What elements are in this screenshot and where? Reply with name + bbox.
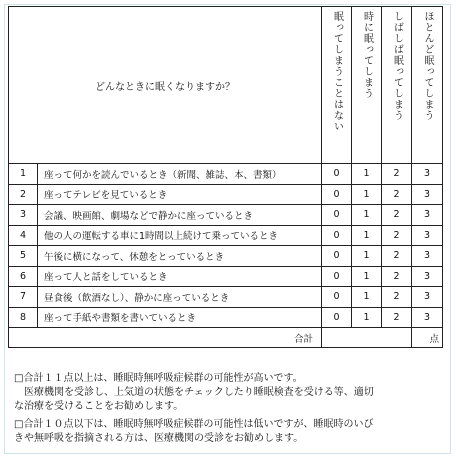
row-question: 座って人と話をしているとき <box>38 266 322 287</box>
note-line: □合計１０点以下は、睡眠時無呼吸症候群の可能性は低いですが、睡眠時のいび <box>14 419 374 430</box>
table-header-row <box>9 7 443 164</box>
score-header-2 <box>382 7 412 164</box>
row-question: 午後に横になって、休憩をとっているとき <box>38 246 322 267</box>
score-header-label: しばしば眠ってしまう <box>391 11 403 121</box>
score-option[interactable]: 0 <box>322 184 352 205</box>
score-option[interactable]: 0 <box>322 307 352 328</box>
total-label: 合計 <box>9 328 322 348</box>
score-option[interactable]: 2 <box>382 225 412 246</box>
score-option[interactable]: 0 <box>322 287 352 308</box>
row-question: 座って手紙や書類を書いているとき <box>38 307 322 328</box>
score-option[interactable]: 1 <box>352 307 382 328</box>
table-row <box>9 184 443 205</box>
note-line: な治療を受けることをお勧めします。 <box>14 401 184 412</box>
row-number: 5 <box>9 246 38 267</box>
total-unit: 点 <box>412 328 443 348</box>
score-option[interactable]: 1 <box>352 205 382 226</box>
score-option[interactable]: 2 <box>382 164 412 185</box>
row-question: 昼食後（飲酒なし）、静かに座っているとき <box>38 287 322 308</box>
score-option[interactable]: 0 <box>322 246 352 267</box>
score-option[interactable]: 1 <box>352 225 382 246</box>
score-header-3 <box>412 7 443 164</box>
score-option[interactable]: 2 <box>382 205 412 226</box>
score-option[interactable]: 2 <box>382 287 412 308</box>
table-row <box>9 164 443 185</box>
table-row <box>9 287 443 308</box>
score-header-label: 眠ってしまうことはない <box>331 11 343 132</box>
row-question: 会議、映画館、劇場などで静かに座っているとき <box>38 205 322 226</box>
row-question: 他の人の運転する車に1時間以上続けて乗っているとき <box>38 225 322 246</box>
table-row <box>9 266 443 287</box>
row-number: 8 <box>9 307 38 328</box>
score-option[interactable]: 1 <box>352 246 382 267</box>
score-header-1 <box>352 7 382 164</box>
sleepiness-scale-table <box>8 6 443 348</box>
score-option[interactable]: 2 <box>382 266 412 287</box>
note-line: □合計１１点以上は、睡眠時無呼吸症候群の可能性が高いです。 <box>14 373 303 384</box>
score-option[interactable]: 2 <box>382 246 412 267</box>
score-option[interactable]: 3 <box>412 246 443 267</box>
score-option[interactable]: 3 <box>412 184 443 205</box>
table-row <box>9 225 443 246</box>
score-header-0 <box>322 7 352 164</box>
note-high-score <box>14 372 444 414</box>
row-number: 4 <box>9 225 38 246</box>
score-option[interactable]: 2 <box>382 184 412 205</box>
score-option[interactable]: 2 <box>382 307 412 328</box>
score-header-label: ほとんど眠ってしまう <box>422 11 433 121</box>
note-line: 医療機関を受診し、上気道の状態をチェックしたり睡眠検査を受ける等、適切 <box>24 387 374 398</box>
row-question: 座って何かを読んでいるとき（新聞、雑誌、本、書類） <box>38 164 322 185</box>
total-value-field[interactable] <box>322 328 412 348</box>
score-option[interactable]: 1 <box>352 184 382 205</box>
note-low-score <box>14 418 444 446</box>
row-number: 6 <box>9 266 38 287</box>
score-option[interactable]: 1 <box>352 266 382 287</box>
row-number: 1 <box>9 164 38 185</box>
score-option[interactable]: 0 <box>322 164 352 185</box>
row-number: 7 <box>9 287 38 308</box>
table-row <box>9 205 443 226</box>
score-option[interactable]: 3 <box>412 287 443 308</box>
score-option[interactable]: 0 <box>322 205 352 226</box>
score-option[interactable]: 3 <box>412 164 443 185</box>
note-line: きや無呼吸を指摘される方は、医療機関の受診をお勧めします。 <box>14 433 304 444</box>
table-row <box>9 246 443 267</box>
total-row <box>9 328 443 348</box>
row-number: 3 <box>9 205 38 226</box>
score-option[interactable]: 0 <box>322 225 352 246</box>
score-option[interactable]: 3 <box>412 307 443 328</box>
score-option[interactable]: 0 <box>322 266 352 287</box>
score-option[interactable]: 1 <box>352 164 382 185</box>
header-question: どんなときに眠くなりますか？ <box>9 7 322 164</box>
score-option[interactable]: 3 <box>412 225 443 246</box>
table-row <box>9 307 443 328</box>
score-header-label: 時に眠ってしまう <box>361 11 373 99</box>
score-option[interactable]: 3 <box>412 205 443 226</box>
row-question: 座ってテレビを見ているとき <box>38 184 322 205</box>
row-number: 2 <box>9 184 38 205</box>
score-option[interactable]: 3 <box>412 266 443 287</box>
score-option[interactable]: 1 <box>352 287 382 308</box>
